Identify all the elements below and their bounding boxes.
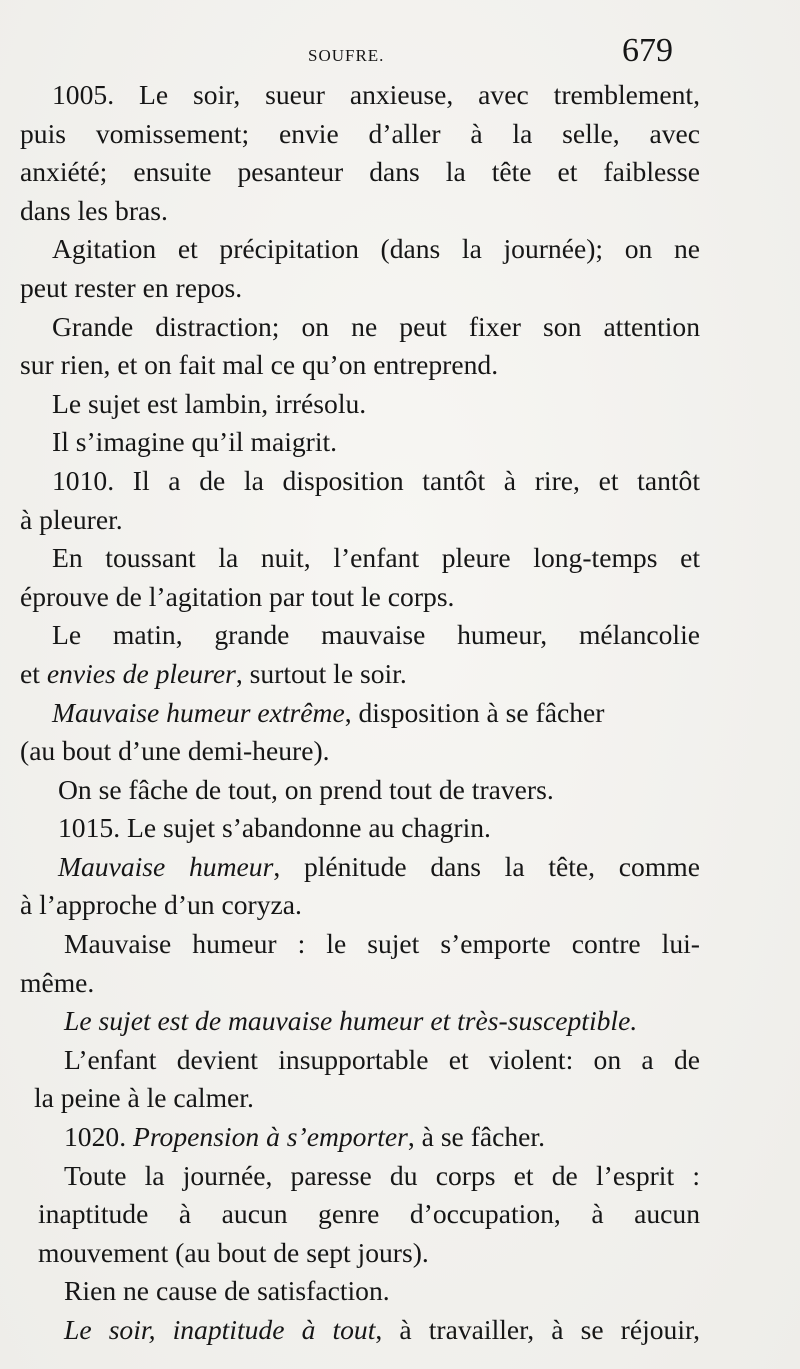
text-line: dans les bras. (20, 194, 168, 226)
text-line: Mauvaise humeur extrême, disposition à se fâcher (52, 696, 605, 728)
page-number: 679 (622, 32, 673, 69)
text-line: L’enfant devient insupportable et violent: on a de (64, 1043, 700, 1075)
text-line: puis vomissement; envie d’aller à la selle, avec (20, 117, 700, 149)
text-line: inaptitude à aucun genre d’occupation, à aucun (38, 1198, 700, 1230)
text-line: Le soir, inaptitude à tout, à travailler, à se réjouir, (64, 1314, 701, 1345)
text-line: et envies de pleurer, surtout le soir. (20, 657, 407, 689)
text-line: Mauvaise humeur : le sujet s’emporte contre lui- (64, 928, 700, 960)
text-line: Le matin, grande mauvaise humeur, mélancolie (52, 619, 700, 651)
running-head: SOUFRE. (308, 46, 385, 65)
text-line: la peine à le calmer. (34, 1082, 254, 1114)
text-line: sur rien, et on fait mal ce qu’on entreprend. (20, 349, 499, 381)
text-line: Le sujet est lambin, irrésolu. (52, 387, 367, 419)
text-line: Rien ne cause de satisfaction. (64, 1275, 390, 1307)
text-line: Le sujet est de mauvaise humeur et très-susceptible. (64, 1005, 638, 1037)
text-line: Mauvaise humeur, plénitude dans la tête, comme (58, 850, 700, 882)
text-line: 1015. Le sujet s’abandonne au chagrin. (58, 812, 491, 844)
text-line: mouvement (au bout de sept jours). (38, 1236, 429, 1268)
body-text (20, 76, 700, 1350)
text-line: peut rester en repos. (20, 271, 243, 303)
text-line: (au bout d’une demi-heure). (20, 735, 330, 767)
text-line: à l’approche d’un coryza. (20, 889, 302, 921)
text-line: Agitation et précipitation (dans la journée); on ne (52, 233, 700, 265)
text-line: même. (20, 966, 95, 998)
text-line: Il s’imagine qu’il maigrit. (52, 426, 338, 458)
text-line: anxiété; ensuite pesanteur dans la tête et faiblesse (20, 156, 700, 188)
text-line: En toussant la nuit, l’enfant pleure long-temps et (52, 542, 700, 574)
text-line: Grande distraction; on ne peut fixer son attention (52, 310, 700, 342)
text-line: On se fâche de tout, on prend tout de travers. (58, 773, 554, 805)
text-line: 1020. Propension à s’emporter, à se fâcher. (64, 1121, 545, 1153)
text-line: 1005. Le soir, sueur anxieuse, avec tremblement, (52, 79, 700, 110)
text-line: à pleurer. (20, 503, 123, 535)
text-line: Toute la journée, paresse du corps et de l’esprit : (64, 1159, 700, 1191)
text-line: 1010. Il a de la disposition tantôt à rire, et tantôt (52, 464, 700, 496)
text-line: éprouve de l’agitation par tout le corps. (20, 580, 455, 612)
